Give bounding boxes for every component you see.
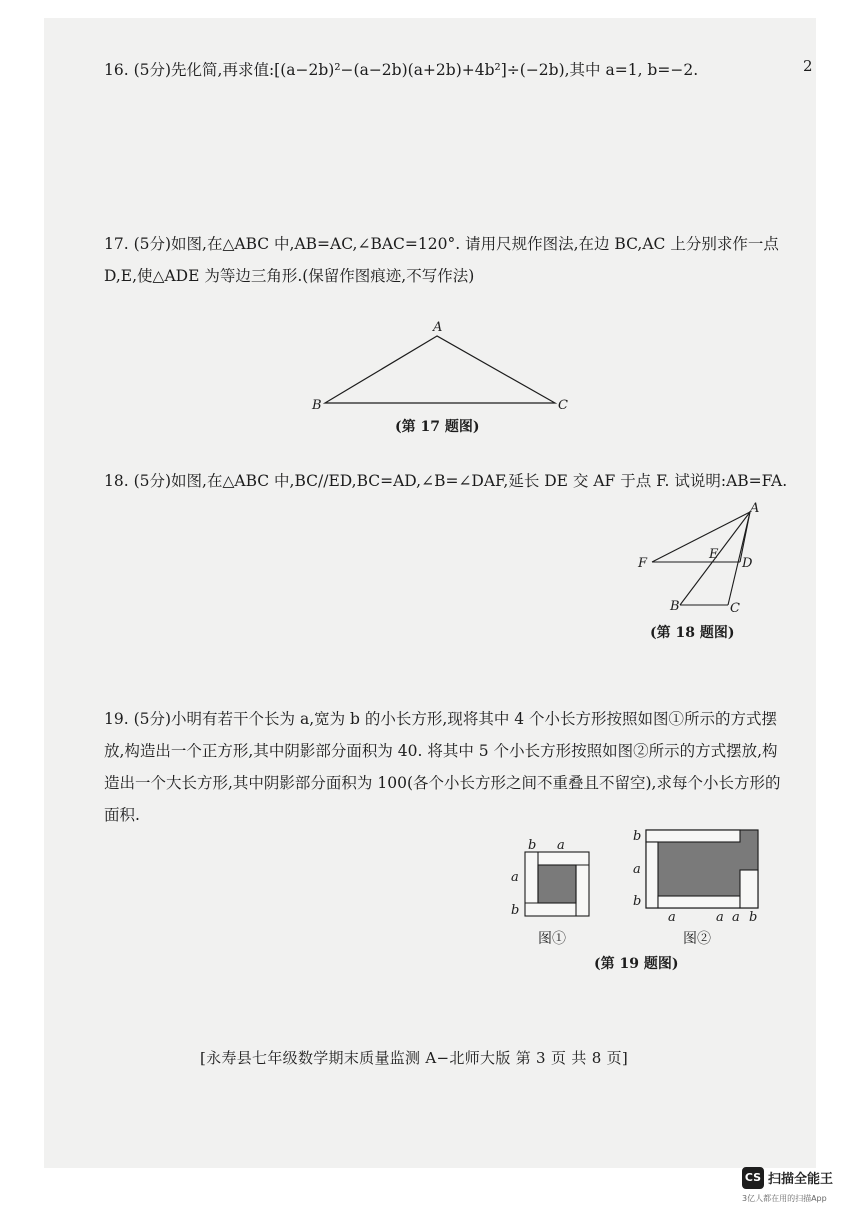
figure-17-caption: (第 17 题图) [395,419,480,435]
fig18-label-a: A [750,501,760,516]
figure-19-2 [628,825,768,925]
fig19-2-mark-a-bottom3: a [732,910,740,925]
fig17-label-a: A [433,320,443,335]
scanner-watermark [742,1167,852,1207]
figure-19-1 [505,838,595,923]
fig18-label-c: C [730,601,740,616]
figure-19-2-label: 图② [683,931,711,947]
fig19-1-mark-b-left: b [511,903,520,918]
fig18-label-d: D [742,556,753,571]
fig19-2-mark-b-bottom: b [749,910,758,925]
fig19-2-mark-a-bottom1: a [668,910,676,925]
question-16: 16. (5分)先化简,再求值:[(a−2b)²−(a−2b)(a+2b)+4b²]÷(−2b),其中 a=1, b=−2. [104,61,699,79]
question-17: 17. (5分)如图,在△ABC 中,AB=AC,∠BAC=120°. 请用尺规作图法,在边 BC,AC 上分别求作一点 D,E,使△ADE 为等边三角形.(保留作图痕迹,不写作法) [104,235,779,285]
fig19-1-mark-b-top: b [528,838,537,853]
camscanner-logo-icon: CS [742,1167,764,1189]
figure-17-triangle [300,318,590,418]
fig17-label-b: B [312,398,322,413]
figure-19-1-label: 图① [538,931,566,947]
question-19: 19. (5分)小明有若干个长为 a,宽为 b 的小长方形,现将其中 4 个小长方形按照如图①所示的方式摆放,构造出一个正方形,其中阴影部分面积为 40. 将其中 5 个小长方形按照如图②所示的方式摆放,构造出一个大长方形,其中阴影部分面积为 100(各个小长方形之间不重叠且不留空),求每个小长方形的面积. [104,710,781,824]
page-mark: 2 [803,57,813,75]
fig19-1-mark-a-left: a [511,870,519,885]
fig18-label-f: F [638,556,648,571]
watermark-subtitle: 3亿人都在用的扫描App [742,1194,827,1203]
fig19-2-mark-b-left: b [633,829,642,844]
question-18: 18. (5分)如图,在△ABC 中,BC//ED,BC=AD,∠B=∠DAF,延长 DE 交 AF 于点 F. 试说明:AB=FA. [104,472,788,490]
fig19-2-mark-a-left: a [633,862,641,877]
figure-18-caption: (第 18 题图) [650,625,735,641]
page-footer: [永寿县七年级数学期末质量监测 A−北师大版 第 3 页 共 8 页] [200,1049,629,1067]
watermark-title: 扫描全能王 [768,1172,834,1187]
fig19-1-mark-a-top: a [557,838,565,853]
fig17-label-c: C [558,398,568,413]
figure-19-caption: (第 19 题图) [594,956,679,972]
figure-18-diagram [630,500,760,620]
fig19-2-mark-a-bottom2: a [716,910,724,925]
fig18-label-e: E [709,547,719,562]
fig18-label-b: B [670,599,680,614]
fig19-2-mark-b-left2: b [633,894,642,909]
